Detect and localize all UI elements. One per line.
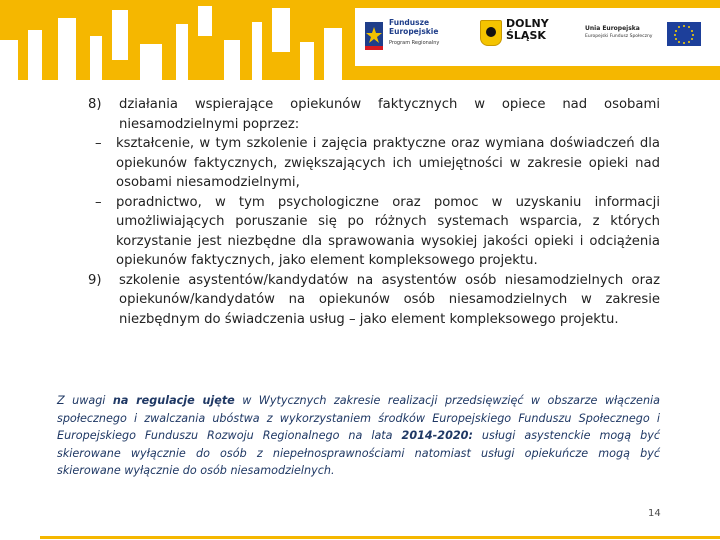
list-item-8 — [88, 95, 660, 134]
sub-item-text: kształcenie, w tym szkolenie i zajęcia praktyczne oraz wymiana doświadczeń dla opiekunów faktycznych, zwiększających ich umiejętności w zakresie opieki nad osobami niesamodzielnymi, — [116, 136, 660, 190]
decorative-block — [198, 6, 212, 36]
item-text: szkolenie asystentów/kandydatów na asystentów osób niesamodzielnych oraz opiekunów/kandydatów na opiekunów osób niesamodzielnych w zakresie niezbędnym do świadczenia usług – jako element kompleksowego projektu. — [119, 272, 660, 327]
decorative-block — [0, 40, 18, 80]
decorative-block — [90, 36, 102, 80]
sub-item — [88, 134, 660, 193]
decorative-block — [324, 28, 342, 80]
regulation-note — [57, 392, 660, 480]
note-bold-regulations: na regulacje ujęte — [112, 394, 235, 407]
fe-logo-title: Fundusze Europejskie — [389, 18, 439, 36]
eagle-crest-icon — [480, 20, 502, 46]
sub-item-dash: – — [95, 194, 102, 210]
item-text: działania wspierające opiekunów faktycznych w opiece nad osobami niesamodzielnymi poprzez: — [119, 97, 660, 132]
ds-logo-text: DOLNY ŚLĄSK — [506, 17, 549, 42]
item-number: 8) — [88, 97, 102, 112]
sub-item-dash: – — [95, 136, 102, 151]
fe-star-icon — [363, 18, 385, 54]
decorative-block — [28, 30, 42, 80]
note-prefix: Z uwagi — [57, 394, 113, 407]
note-suffix: usługi asystenckie mogą być skierowane wyłącznie do osób z niepełnosprawnościami natomiast usługi opiekuńcze mogą być skierowane wyłącznie do osób niesamodzielnych. — [57, 429, 660, 477]
eu-logo — [585, 22, 715, 54]
decorative-block — [224, 40, 240, 80]
eu-logo-subtitle: Europejski Fundusz Społeczny — [585, 34, 653, 39]
page-number: 14 — [648, 508, 661, 519]
logo-strip — [355, 8, 720, 66]
decorative-block — [300, 42, 314, 80]
fe-logo-subtitle: Program Regionalny — [389, 40, 440, 46]
note-middle: w Wytycznych zakresie realizacji przedsięwzięć w obszarze włączenia społecznego i zwalczania ubóstwa z wykorzystaniem środków Europejskiego Funduszu Społecznego i Europejskiego Funduszu Rozwoju Regionalnego na lata — [57, 394, 660, 442]
note-bold-years: 2014-2020: — [401, 429, 473, 442]
decorative-block — [176, 24, 188, 80]
eu-flag-icon — [667, 22, 701, 46]
decorative-block — [252, 22, 262, 80]
decorative-block — [272, 8, 290, 52]
decorative-block — [112, 10, 128, 60]
main-content — [88, 95, 660, 329]
sub-item-text: poradnictwo, w tym psychologiczne oraz pomoc w uzyskaniu informacji umożliwiających poruszanie się po różnych systemach wsparcia, z których korzystanie jest niezbędne dla sprawowania wysokiej jakości opieki i odciążenia opiekunów faktycznych, jako element kompleksowego projektu. — [116, 194, 660, 268]
list-item-9 — [88, 271, 660, 330]
dolny-slask-logo — [480, 18, 580, 58]
item-number: 9) — [88, 272, 102, 288]
fundusze-europejskie-logo — [363, 16, 483, 60]
decorative-block — [140, 44, 162, 80]
sub-item — [88, 193, 660, 271]
footer-divider — [40, 536, 720, 539]
eu-logo-title: Unia Europejska — [585, 25, 640, 32]
decorative-block — [58, 18, 76, 80]
header-banner — [0, 0, 720, 80]
